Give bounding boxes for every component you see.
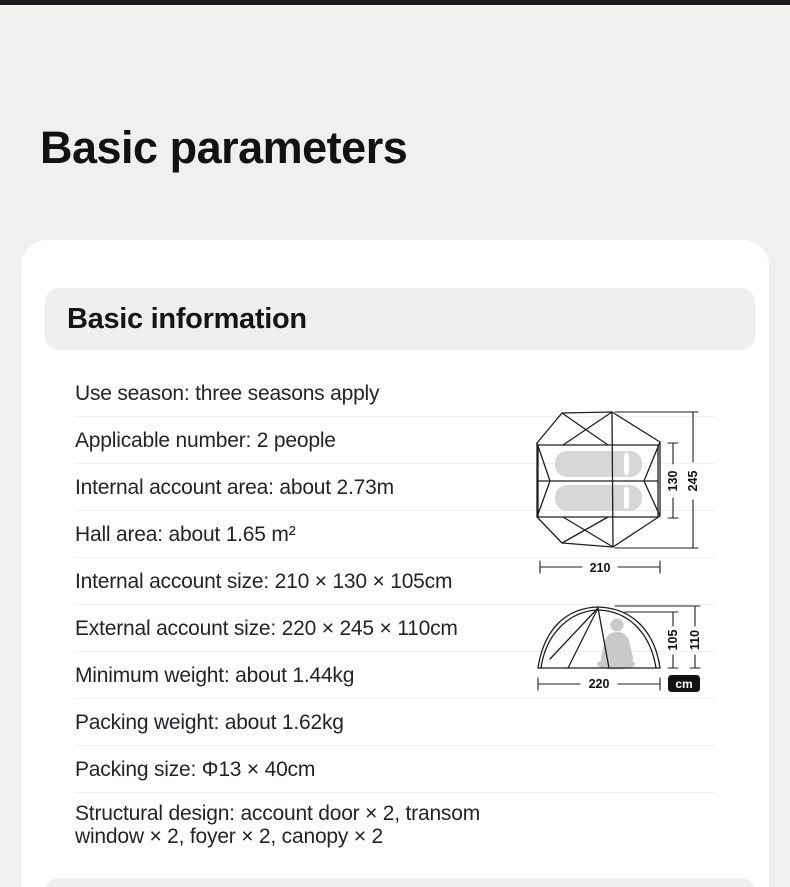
section-header-basic-information	[45, 288, 755, 350]
spec-text: Internal account area: about 2.73m	[75, 475, 394, 499]
page-title: Basic parameters	[40, 122, 408, 173]
spec-text: External account size: 220 × 245 × 110cm	[75, 616, 458, 640]
spec-text: Packing size: Φ13 × 40cm	[75, 757, 316, 781]
dim-label-inner-width: 210	[589, 561, 611, 575]
top-bar	[0, 0, 790, 5]
tent-outline	[537, 412, 660, 547]
unit-badge	[668, 675, 700, 692]
dim-label-inner-height: 105	[666, 629, 680, 651]
left-vestibule-lines	[537, 443, 550, 517]
tent-side-view-diagram	[530, 585, 708, 697]
tent-top-view-diagram	[530, 400, 708, 580]
dim-label-inner-depth: 130	[666, 470, 680, 492]
pad-notch	[624, 453, 629, 475]
bottom-vestibule-lines	[562, 517, 613, 547]
dim-label-base-width: 220	[588, 677, 610, 691]
dim-label-outer-depth: 245	[686, 470, 700, 492]
top-vestibule-lines	[562, 412, 612, 445]
spec-text: Minimum weight: about 1.44kg	[75, 663, 355, 687]
dim-label-outer-height: 110	[688, 629, 702, 651]
tent-pole-lines	[550, 608, 609, 668]
person-silhouette-icon	[597, 619, 635, 670]
spec-text: Packing weight: about 1.62kg	[75, 710, 344, 734]
spec-text: Applicable number: 2 people	[75, 428, 336, 452]
spec-text: Structural design: account door × 2, transom window × 2, foyer × 2, canopy × 2	[75, 802, 481, 848]
spec-row	[75, 793, 715, 860]
pad-notch	[624, 487, 629, 509]
spec-row	[75, 699, 715, 746]
tent-centerline	[612, 412, 613, 547]
basic-parameters-card	[21, 240, 769, 887]
spec-text: Use season: three seasons apply	[75, 381, 380, 405]
spec-row	[75, 746, 715, 793]
section-header-label: Basic information	[67, 302, 307, 335]
unit-badge-label: cm	[675, 677, 693, 691]
spec-text: Internal account size: 210 × 130 × 105cm	[75, 569, 453, 593]
next-section-header-bar	[45, 878, 755, 887]
spec-text: Hall area: about 1.65 m²	[75, 522, 296, 546]
